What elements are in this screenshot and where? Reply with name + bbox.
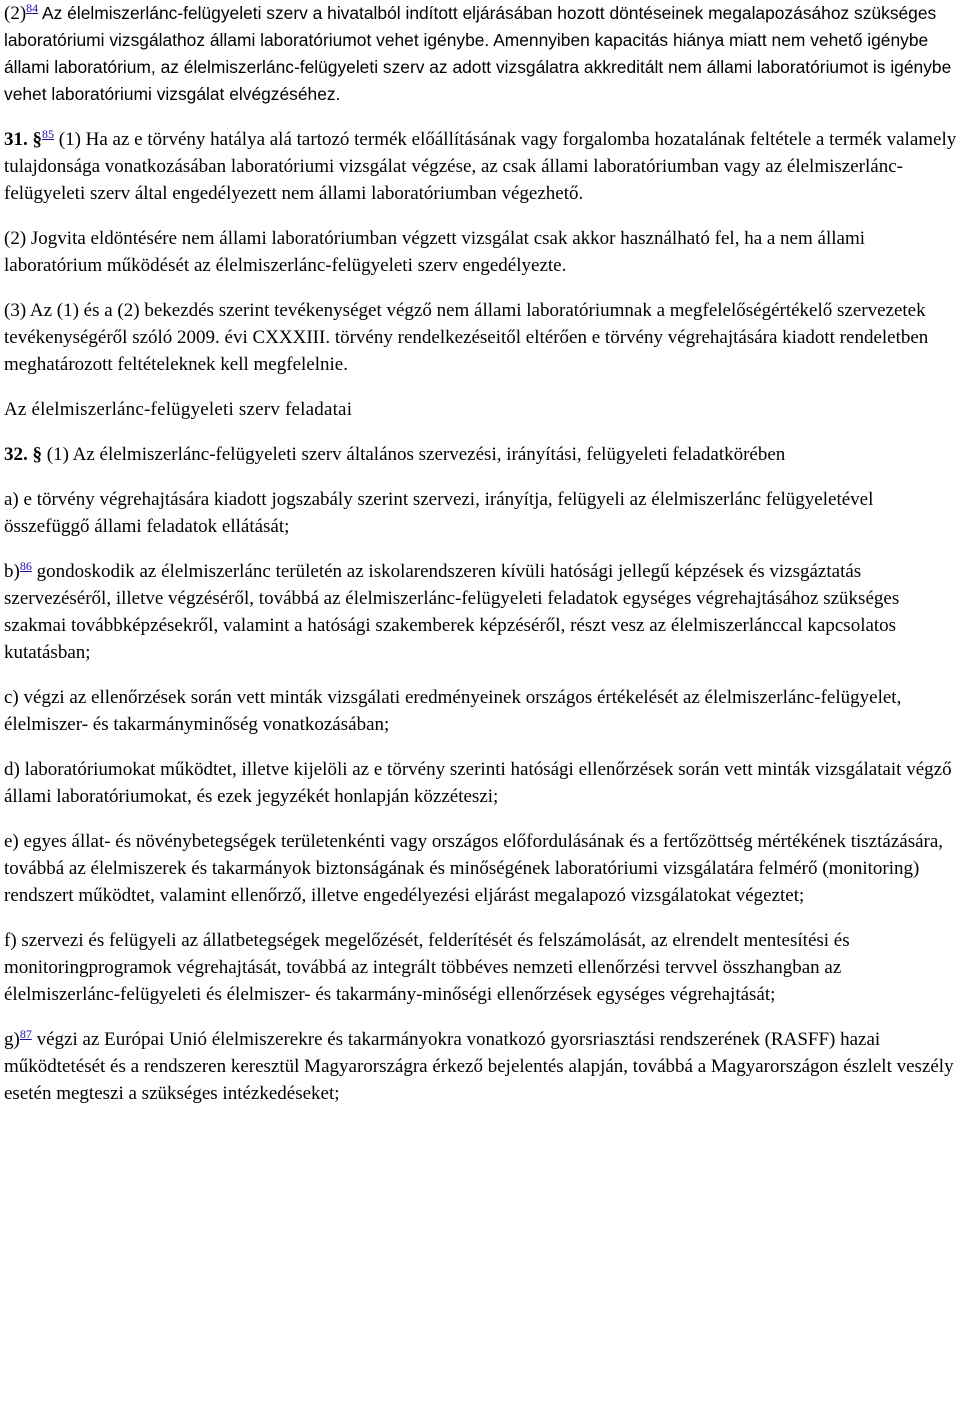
point-lead: b)	[4, 561, 20, 582]
footnote-link-85[interactable]: 85	[42, 127, 54, 141]
point-lead: g)	[4, 1029, 20, 1050]
paragraph-text-cont: Amennyiben kapacitás hiánya miatt nem vehető igénybe állami laboratórium, az élelmiszerlánc-felügyeleti szerv az adott vizsgálatra akkreditált nem állami laboratóriumot is igénybe vehet laboratóriumi vizsgálat elvégzéséhez.	[4, 30, 952, 104]
paragraph-text: Az élelmiszerlánc-felügyeleti szerv a hivatalból indított eljárásában hozott döntéseinek megalapozásához szükséges laboratóriumi vizsgálathoz állami laboratóriumot vehet igénybe.	[4, 3, 937, 50]
paragraph-31	[4, 126, 958, 207]
point-g	[4, 1026, 958, 1107]
paragraph-32	[4, 441, 958, 468]
point-text: végzi az Európai Unió élelmiszerekre és takarmányokra vonatkozó gyorsriasztási rendszerének (RASFF) hazai működtetését és a rendszeren keresztül Magyarországra érkező bejelentés alapján, továbbá a Magyarországon észlelt veszély esetén megteszi a szükséges intézkedéseket;	[4, 1029, 954, 1104]
point-d: d) laboratóriumokat működtet, illetve kijelöli az e törvény szerinti hatósági ellenőrzések során vett minták vizsgálatait végző állami laboratóriumokat, és ezek jegyzékét honlapján közzéteszi;	[4, 759, 952, 807]
section-number: 32.	[4, 444, 28, 465]
paragraph-text: (1) Az élelmiszerlánc-felügyeleti szerv általános szervezési, irányítási, felügyeleti feladatkörében	[42, 444, 786, 465]
footnote-link-86[interactable]: 86	[19, 559, 32, 573]
section-sign: §	[27, 444, 42, 465]
point-f: f) szervezi és felügyeli az állatbetegségek megelőzését, felderítését és felszámolását, az elrendelt mentesítési és monitoringprogramok végrehajtását, továbbá az integrált többéves nemzeti ellenőrzési tervvel összhangban az élelmiszerlánc-felügyeleti és élelmiszer- és takarmány-minőségi ellenőrzések egységes végrehajtását;	[4, 930, 850, 1005]
point-a: a) e törvény végrehajtására kiadott jogszabály szerint szervezi, irányítja, felügyeli az élelmiszerlánc felügyeletével összefüggő állami feladatok ellátását;	[4, 489, 874, 537]
footnote-link-84[interactable]: 84	[26, 1, 39, 15]
paragraph-2-84	[4, 0, 958, 108]
point-b	[4, 558, 958, 666]
paragraph-31-3: (3) Az (1) és a (2) bekezdés szerint tevékenységet végző nem állami laboratóriumnak a megfelelőségértékelő szervezetek tevékenységéről szóló 2009. évi CXXXIII. törvény rendelkezéseitől eltérően e törvény végrehajtására kiadott rendeletben meghatározott feltételeknek kell megfelelnie.	[4, 300, 929, 375]
point-c: c) végzi az ellenőrzések során vett minták vizsgálati eredményeinek országos értékelését az élelmiszerlánc-felügyelet, élelmiszer- és takarmányminőség vonatkozásában;	[4, 687, 902, 735]
section-sign: §	[27, 129, 42, 150]
point-e: e) egyes állat- és növénybetegségek területenkénti vagy országos előfordulásának és a fertőzöttség mértékének tisztázására, továbbá az élelmiszerek és takarmányok biztonságának és minőségének laboratóriumi vizsgálatára felmérő (monitoring) rendszert működtet, valamint ellenőrző, illetve engedélyezési eljárást megalapozó vizsgálatokat végeztet;	[4, 831, 944, 906]
point-text: gondoskodik az élelmiszerlánc területén az iskolarendszeren kívüli hatósági jellegű képzések és vizsgáztatás szervezéséről, illetve végzéséről, továbbá az élelmiszerlánc-felügyeleti feladatok egységes végrehajtásához szükséges szakmai továbbképzésekről, valamint a hatósági szakemberek képzéséről, részt vesz az élelmiszerlánccal kapcsolatos kutatásban;	[4, 561, 900, 663]
paragraph-31-2: (2) Jogvita eldöntésére nem állami laboratóriumban végzett vizsgálat csak akkor használható fel, ha a nem állami laboratórium működését az élelmiszerlánc-felügyeleti szerv engedélyezte.	[4, 228, 866, 276]
paragraph-lead: (2)	[4, 3, 27, 24]
section-number: 31.	[4, 129, 28, 150]
paragraph-text: (1) Ha az e törvény hatálya alá tartozó termék előállításának vagy forgalomba hozatalának feltétele a termék valamely tulajdonsága vonatkozásában laboratóriumi vizsgálat végzése, az csak állami laboratóriumban vagy az élelmiszerlánc-felügyeleti szerv által engedélyezett nem állami laboratóriumban végezhető.	[4, 129, 957, 204]
footnote-link-87[interactable]: 87	[19, 1027, 32, 1041]
section-heading: Az élelmiszerlánc-felügyeleti szerv feladatai	[4, 399, 353, 420]
